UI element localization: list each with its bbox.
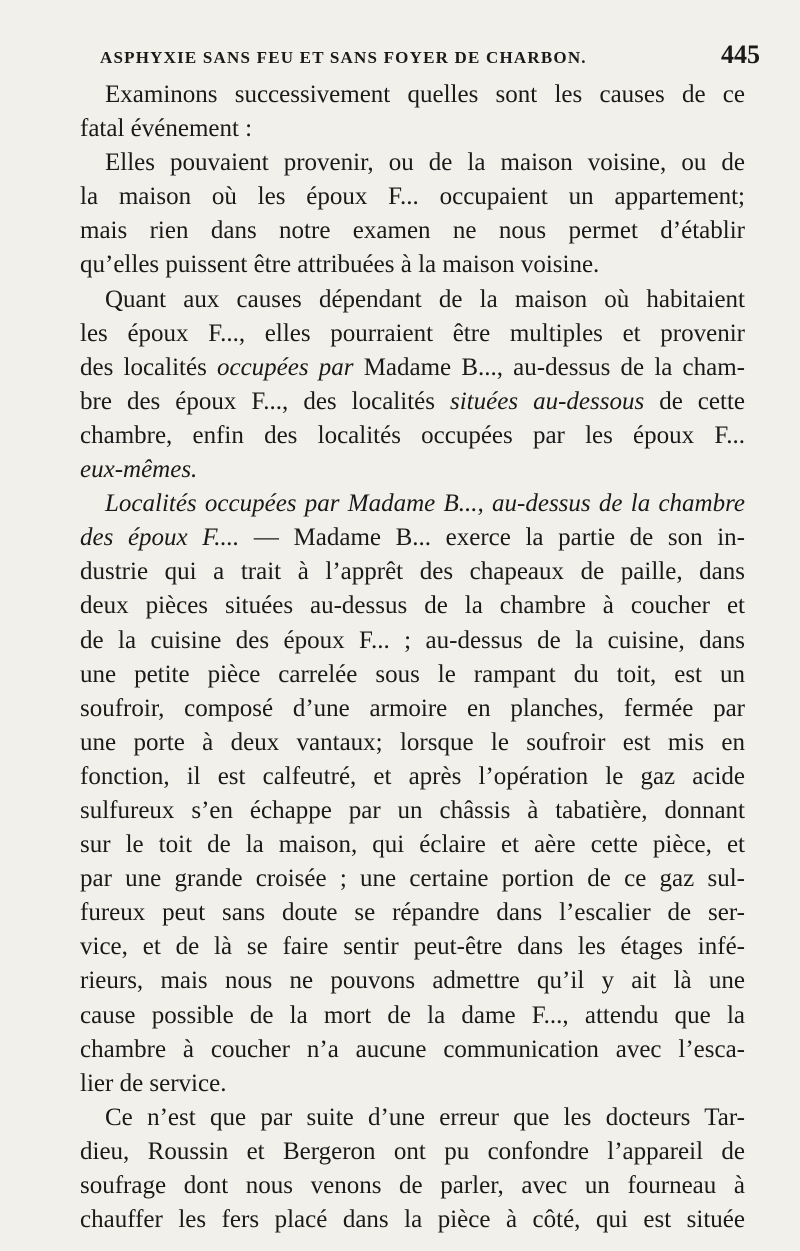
- text-run: dieu, Roussin et Bergeron ont pu confondre l’appareil de: [80, 1137, 745, 1165]
- text-run: chauffer les fers placé dans la pièce à côté, qui est située: [80, 1206, 745, 1234]
- text-line: [80, 760, 745, 794]
- text-line: [80, 930, 745, 964]
- text-line: [80, 1169, 745, 1203]
- text-run: lier de service.: [80, 1069, 227, 1097]
- text-run: une porte à deux vantaux; lorsque le soufroir est mis en: [80, 728, 745, 756]
- text-line: [80, 317, 745, 351]
- text-run: de cette: [644, 387, 745, 415]
- text-run: Elles pouvaient provenir, ou de la maison voisine, ou de: [105, 149, 745, 177]
- text-line: [80, 692, 745, 726]
- text-run: Ce n’est que par suite d’une erreur que les docteurs Tar-: [105, 1103, 745, 1131]
- text-line: [80, 1101, 745, 1135]
- text-run: rieurs, mais nous ne pouvons admettre qu’il y ait là une: [80, 967, 745, 995]
- page-number: 445: [721, 40, 760, 69]
- text-run: des localités: [80, 353, 217, 381]
- text-line: [80, 419, 745, 453]
- text-line: [80, 1033, 745, 1067]
- text-run: la maison où les époux F... occupaient un appartement;: [80, 183, 745, 211]
- text-line: [80, 1067, 745, 1101]
- text-line: [80, 112, 745, 146]
- text-run: fonction, il est calfeutré, et après l’opération le gaz acide: [80, 762, 745, 790]
- text-run: sur le toit de la maison, qui éclaire et aère cette pièce, et: [80, 831, 745, 859]
- text-run: deux pièces situées au-dessus de la chambre à coucher et: [80, 592, 745, 620]
- text-run: fatal événement :: [80, 115, 253, 143]
- text-run: vice, et de là se faire sentir peut-être dans les étages infé-: [80, 933, 745, 961]
- text-run: Quant aux causes dépendant de la maison où habitaient: [105, 285, 745, 313]
- page-header: [100, 40, 760, 70]
- text-run: cause possible de la mort de la dame F..., attendu que la: [80, 1001, 745, 1029]
- italic-text: des époux F....: [80, 524, 240, 552]
- text-run: Examinons successivement quelles sont les causes de ce: [105, 81, 745, 108]
- text-run: les époux F..., elles pourraient être multiples et provenir: [80, 319, 745, 347]
- text-run: soufroir, composé d’une armoire en planches, fermée par: [80, 694, 745, 722]
- text-line: [80, 658, 745, 692]
- text-run: fureux peut sans doute se répandre dans l’escalier de ser-: [80, 899, 745, 927]
- body-text: [80, 78, 745, 1237]
- text-run: chambre, enfin des localités occupées par les époux F...: [80, 421, 745, 449]
- text-line: [80, 555, 745, 589]
- italic-text: eux-mêmes.: [80, 456, 198, 484]
- text-line: [80, 794, 745, 828]
- italic-text: situées au-dessous: [450, 387, 645, 415]
- text-line: [80, 896, 745, 930]
- text-line: [80, 521, 745, 555]
- text-line: [80, 487, 745, 521]
- text-run: par une grande croisée ; une certaine portion de ce gaz sul-: [80, 865, 745, 893]
- text-run: chambre à coucher n’a aucune communication avec l’esca-: [80, 1035, 745, 1063]
- text-run: soufrage dont nous venons de parler, avec un fourneau à: [80, 1172, 745, 1199]
- text-run: qu’elles puissent être attribuées à la maison voisine.: [80, 251, 600, 279]
- text-run: une petite pièce carrelée sous le rampant du toit, est un: [80, 660, 745, 688]
- text-line: [80, 180, 745, 214]
- text-line: [80, 248, 745, 282]
- text-line: [80, 828, 745, 862]
- text-run: bre des époux F..., des localités: [80, 387, 450, 415]
- text-line: [80, 78, 745, 112]
- text-run: de la cuisine des époux F... ; au-dessus de la cuisine, dans: [80, 626, 745, 654]
- text-run: — Madame B... exerce la partie de son in-: [239, 524, 745, 552]
- italic-text: occupées par: [216, 353, 354, 381]
- running-title: ASPHYXIE SANS FEU ET SANS FOYER DE CHARBON.: [100, 48, 587, 67]
- text-line: [80, 146, 745, 180]
- text-line: [80, 726, 745, 760]
- text-line: [80, 964, 745, 998]
- italic-text: Localités occupées par Madame B..., au-dessus de la chambre: [105, 490, 745, 518]
- text-line: [80, 862, 745, 896]
- text-run: sulfureux s’en échappe par un châssis à tabatière, donnant: [80, 796, 745, 824]
- text-line: [80, 385, 745, 419]
- text-line: [80, 999, 745, 1033]
- text-run: mais rien dans notre examen ne nous permet d’établir: [80, 217, 745, 245]
- text-line: [80, 283, 745, 317]
- text-line: [80, 214, 745, 248]
- text-run: dustrie qui a trait à l’apprêt des chapeaux de paille, dans: [80, 558, 745, 586]
- text-line: [80, 453, 745, 487]
- text-line: [80, 1203, 745, 1237]
- text-line: [80, 624, 745, 658]
- text-run: Madame B..., au-dessus de la cham-: [353, 353, 746, 381]
- text-line: [80, 1135, 745, 1169]
- text-line: [80, 351, 745, 385]
- text-line: [80, 589, 745, 623]
